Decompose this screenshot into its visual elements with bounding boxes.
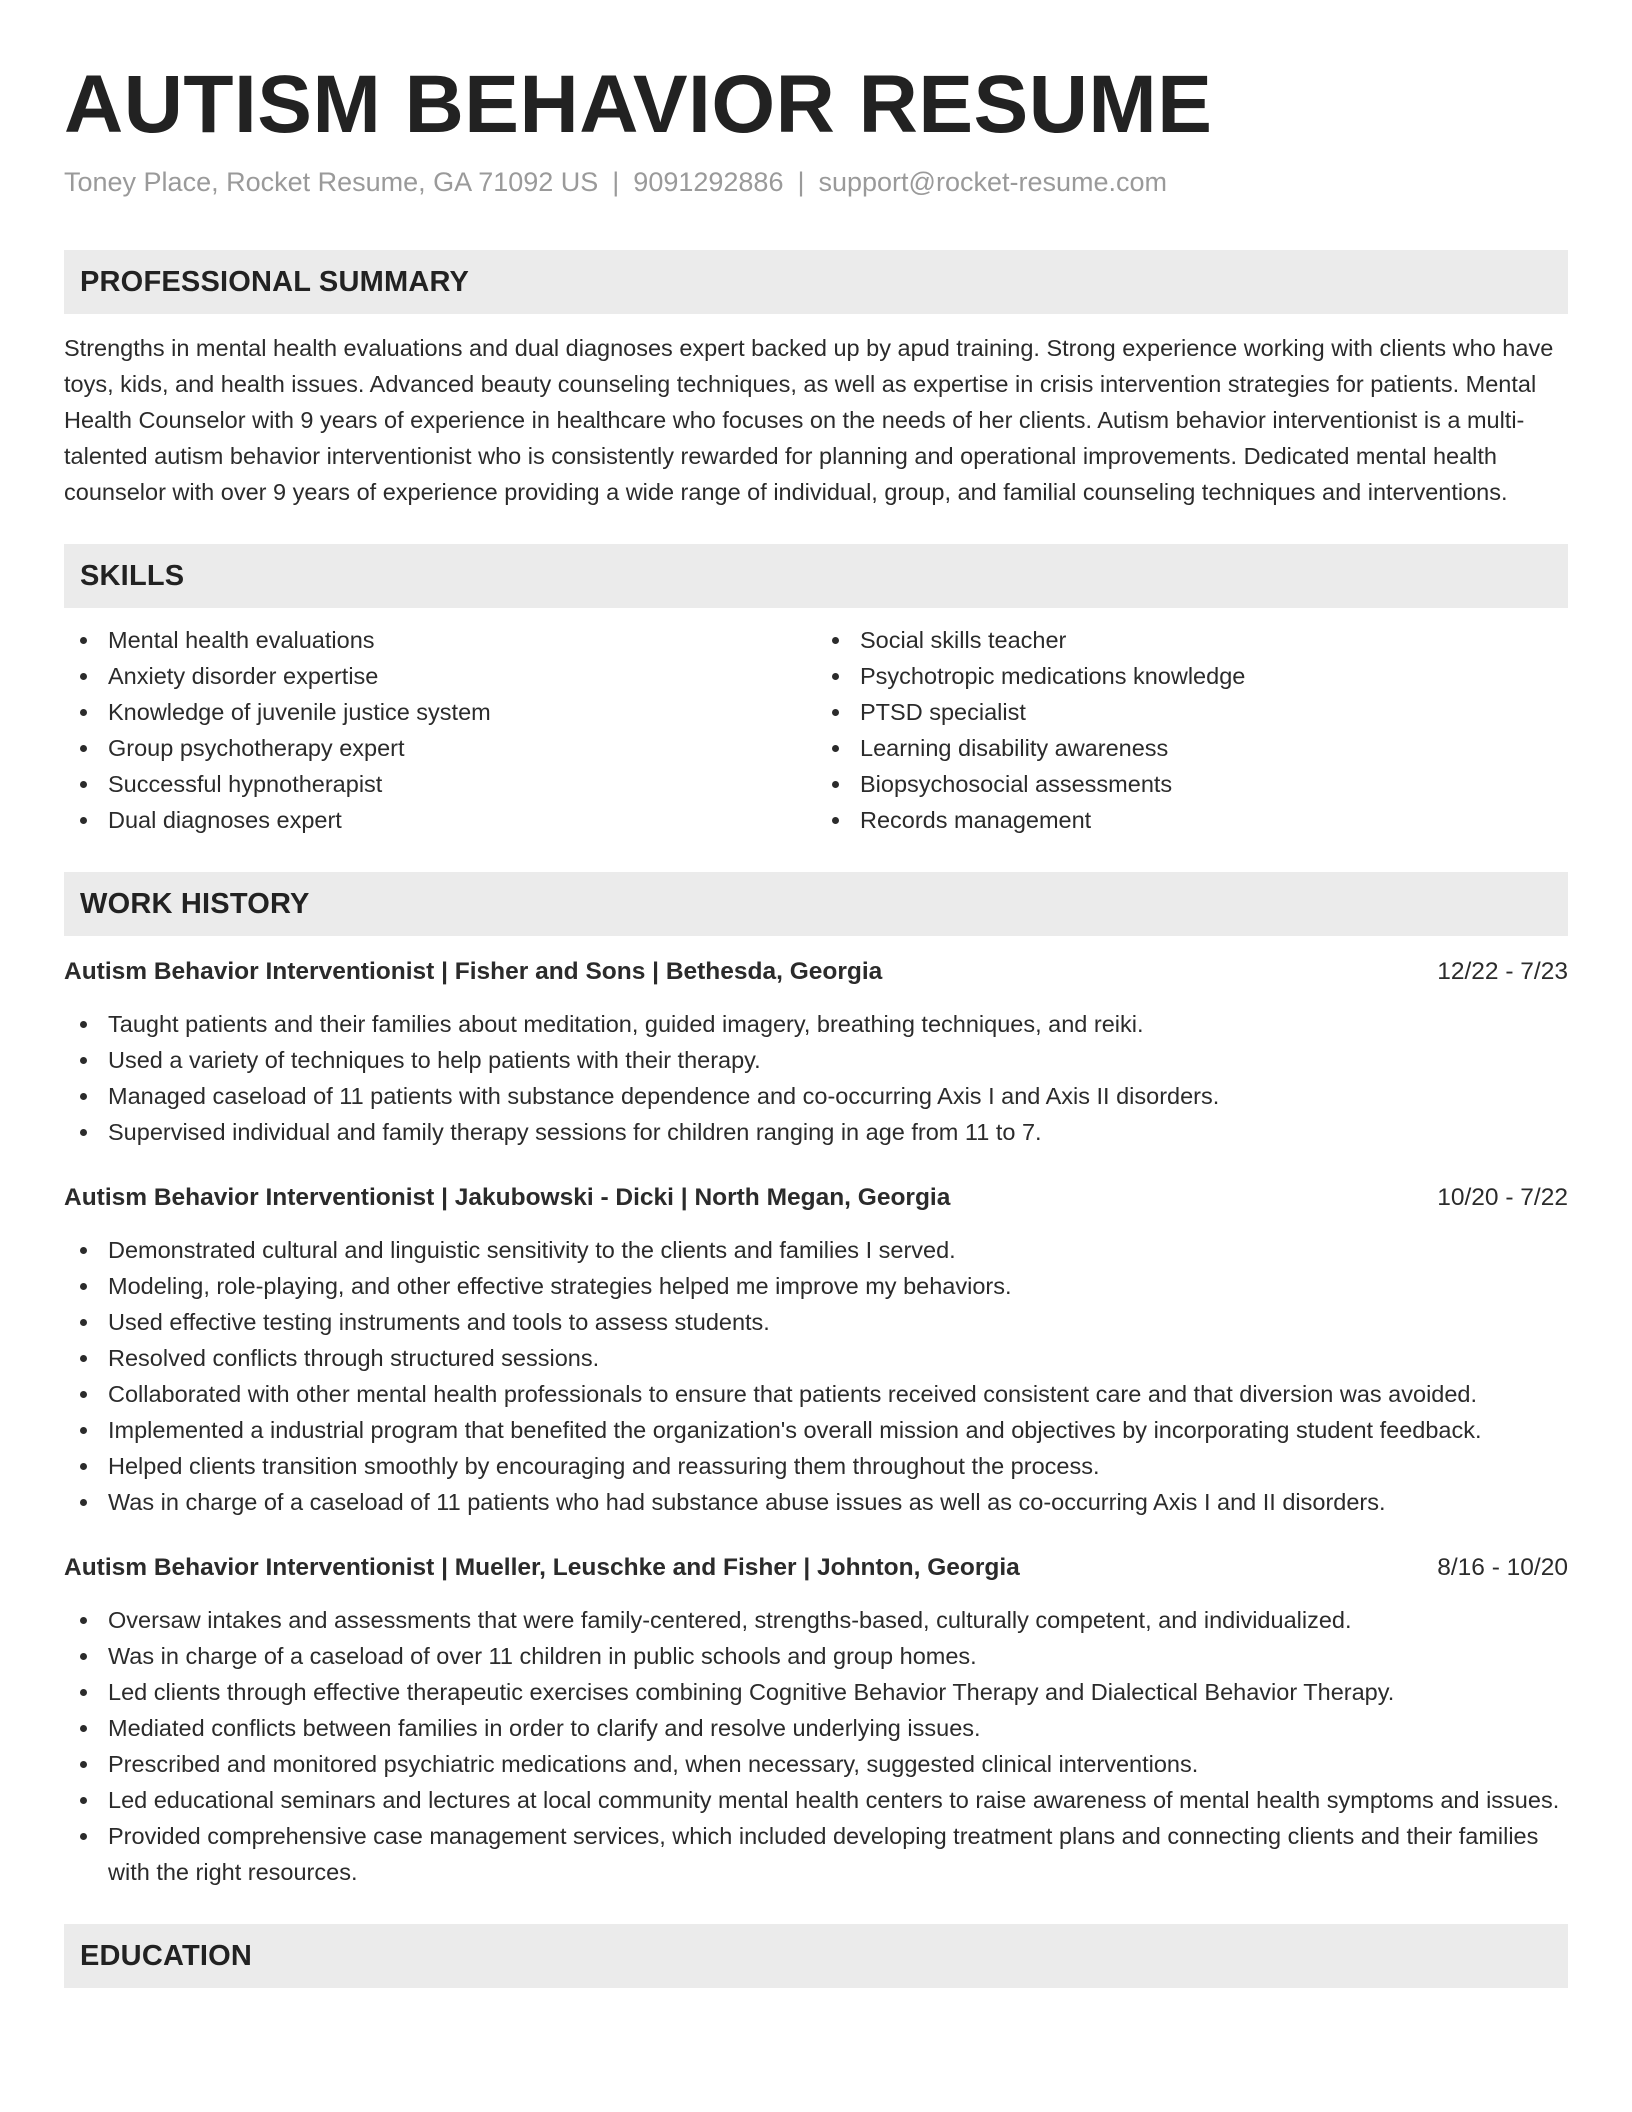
job-bullet: Managed caseload of 11 patients with substance dependence and co-occurring Axis I and Axis II disorders. xyxy=(64,1078,1568,1114)
skill-item: Mental health evaluations xyxy=(108,622,816,658)
job-bullet: Supervised individual and family therapy sessions for children ranging in age from 11 to 7. xyxy=(64,1114,1568,1150)
section-header xyxy=(64,544,1568,608)
section-title-summary: PROFESSIONAL SUMMARY xyxy=(80,265,470,298)
job-bullet: Mediated conflicts between families in order to clarify and resolve underlying issues. xyxy=(64,1710,1568,1746)
job-dates: 12/22 - 7/23 xyxy=(1437,958,1568,986)
job-entry xyxy=(64,1180,1568,1520)
job-entry xyxy=(64,1550,1568,1890)
job-bullet: Prescribed and monitored psychiatric medications and, when necessary, suggested clinical interventions. xyxy=(64,1746,1568,1782)
job-header xyxy=(64,954,1568,990)
contact-address: Toney Place, Rocket Resume, GA 71092 US xyxy=(64,167,599,197)
job-bullet: Implemented a industrial program that benefited the organization's overall mission and objectives by incorporating student feedback. xyxy=(64,1412,1568,1448)
job-bullet: Modeling, role-playing, and other effective strategies helped me improve my behaviors. xyxy=(64,1268,1568,1304)
job-dates: 8/16 - 10/20 xyxy=(1437,1554,1568,1582)
contact-separator: | xyxy=(612,167,620,197)
job-bullet: Helped clients transition smoothly by encouraging and reassuring them throughout the process. xyxy=(64,1448,1568,1484)
job-bullet: Was in charge of a caseload of over 11 children in public schools and group homes. xyxy=(64,1638,1568,1674)
skills-column-left xyxy=(64,622,816,838)
job-header xyxy=(64,1550,1568,1586)
education-section xyxy=(64,1924,1568,1988)
section-header xyxy=(64,872,1568,936)
job-bullet: Demonstrated cultural and linguistic sensitivity to the clients and families I served. xyxy=(64,1232,1568,1268)
job-dates: 10/20 - 7/22 xyxy=(1437,1184,1568,1212)
section-header xyxy=(64,250,1568,314)
job-bullet: Resolved conflicts through structured sessions. xyxy=(64,1340,1568,1376)
contact-line xyxy=(64,166,1568,198)
summary-section xyxy=(64,250,1568,510)
job-bullet: Provided comprehensive case management services, which included developing treatment plans and connecting clients and their families with the right resources. xyxy=(64,1818,1568,1890)
job-bullets xyxy=(64,1602,1568,1890)
summary-text: Strengths in mental health evaluations and dual diagnoses expert backed up by apud training. Strong experience working with clients who have toys, kids, and health issues. Advanced beauty counseling techniques, as well as expertise in crisis intervention strategies for patients. Mental Health Counselor with 9 years of experience in healthcare who focuses on the needs of her clients. Autism behavior interventionist is a multi-talented autism behavior interventionist who is consistently rewarded for planning and operational improvements. Dedicated mental health counselor with over 9 years of experience providing a wide range of individual, group, and familial counseling techniques and interventions. xyxy=(64,335,1554,506)
job-title: Autism Behavior Interventionist | Fisher and Sons | Bethesda, Georgia xyxy=(64,958,883,986)
skill-item: Group psychotherapy expert xyxy=(108,730,816,766)
skill-item: PTSD specialist xyxy=(860,694,1568,730)
skills-grid xyxy=(64,622,1568,838)
job-bullet: Oversaw intakes and assessments that were family-centered, strengths-based, culturally competent, and individualized. xyxy=(64,1602,1568,1638)
job-bullet: Was in charge of a caseload of 11 patients who had substance abuse issues as well as co-occurring Axis I and II disorders. xyxy=(64,1484,1568,1520)
job-bullets xyxy=(64,1232,1568,1520)
resume-title: AUTISM BEHAVIOR RESUME xyxy=(64,59,1213,150)
job-bullet: Led clients through effective therapeutic exercises combining Cognitive Behavior Therapy and Dialectical Behavior Therapy. xyxy=(64,1674,1568,1710)
job-title: Autism Behavior Interventionist | Mueller, Leuschke and Fisher | Johnton, Georgia xyxy=(64,1554,1020,1582)
job-title: Autism Behavior Interventionist | Jakubowski - Dicki | North Megan, Georgia xyxy=(64,1184,951,1212)
job-header xyxy=(64,1180,1568,1216)
skill-item: Psychotropic medications knowledge xyxy=(860,658,1568,694)
contact-email: support@rocket-resume.com xyxy=(818,167,1168,197)
skill-item: Anxiety disorder expertise xyxy=(108,658,816,694)
job-bullet: Collaborated with other mental health professionals to ensure that patients received consistent care and that diversion was avoided. xyxy=(64,1376,1568,1412)
skill-item: Successful hypnotherapist xyxy=(108,766,816,802)
work-history-section xyxy=(64,872,1568,1890)
section-title-work: WORK HISTORY xyxy=(80,887,310,920)
job-bullet: Taught patients and their families about meditation, guided imagery, breathing techniques, and reiki. xyxy=(64,1006,1568,1042)
skills-section xyxy=(64,544,1568,838)
job-bullet: Used a variety of techniques to help patients with their therapy. xyxy=(64,1042,1568,1078)
skill-item: Knowledge of juvenile justice system xyxy=(108,694,816,730)
job-bullet: Used effective testing instruments and tools to assess students. xyxy=(64,1304,1568,1340)
section-title-education: EDUCATION xyxy=(80,1939,253,1972)
job-bullets xyxy=(64,1006,1568,1150)
skill-item: Biopsychosocial assessments xyxy=(860,766,1568,802)
job-entry xyxy=(64,954,1568,1150)
section-header xyxy=(64,1924,1568,1988)
skill-item: Social skills teacher xyxy=(860,622,1568,658)
skill-item: Learning disability awareness xyxy=(860,730,1568,766)
job-bullet: Led educational seminars and lectures at local community mental health centers to raise awareness of mental health symptoms and issues. xyxy=(64,1782,1568,1818)
skill-item: Dual diagnoses expert xyxy=(108,802,816,838)
contact-separator: | xyxy=(797,167,805,197)
contact-phone: 9091292886 xyxy=(633,167,784,197)
section-title-skills: SKILLS xyxy=(80,559,185,592)
skill-item: Records management xyxy=(860,802,1568,838)
skills-column-right xyxy=(816,622,1568,838)
